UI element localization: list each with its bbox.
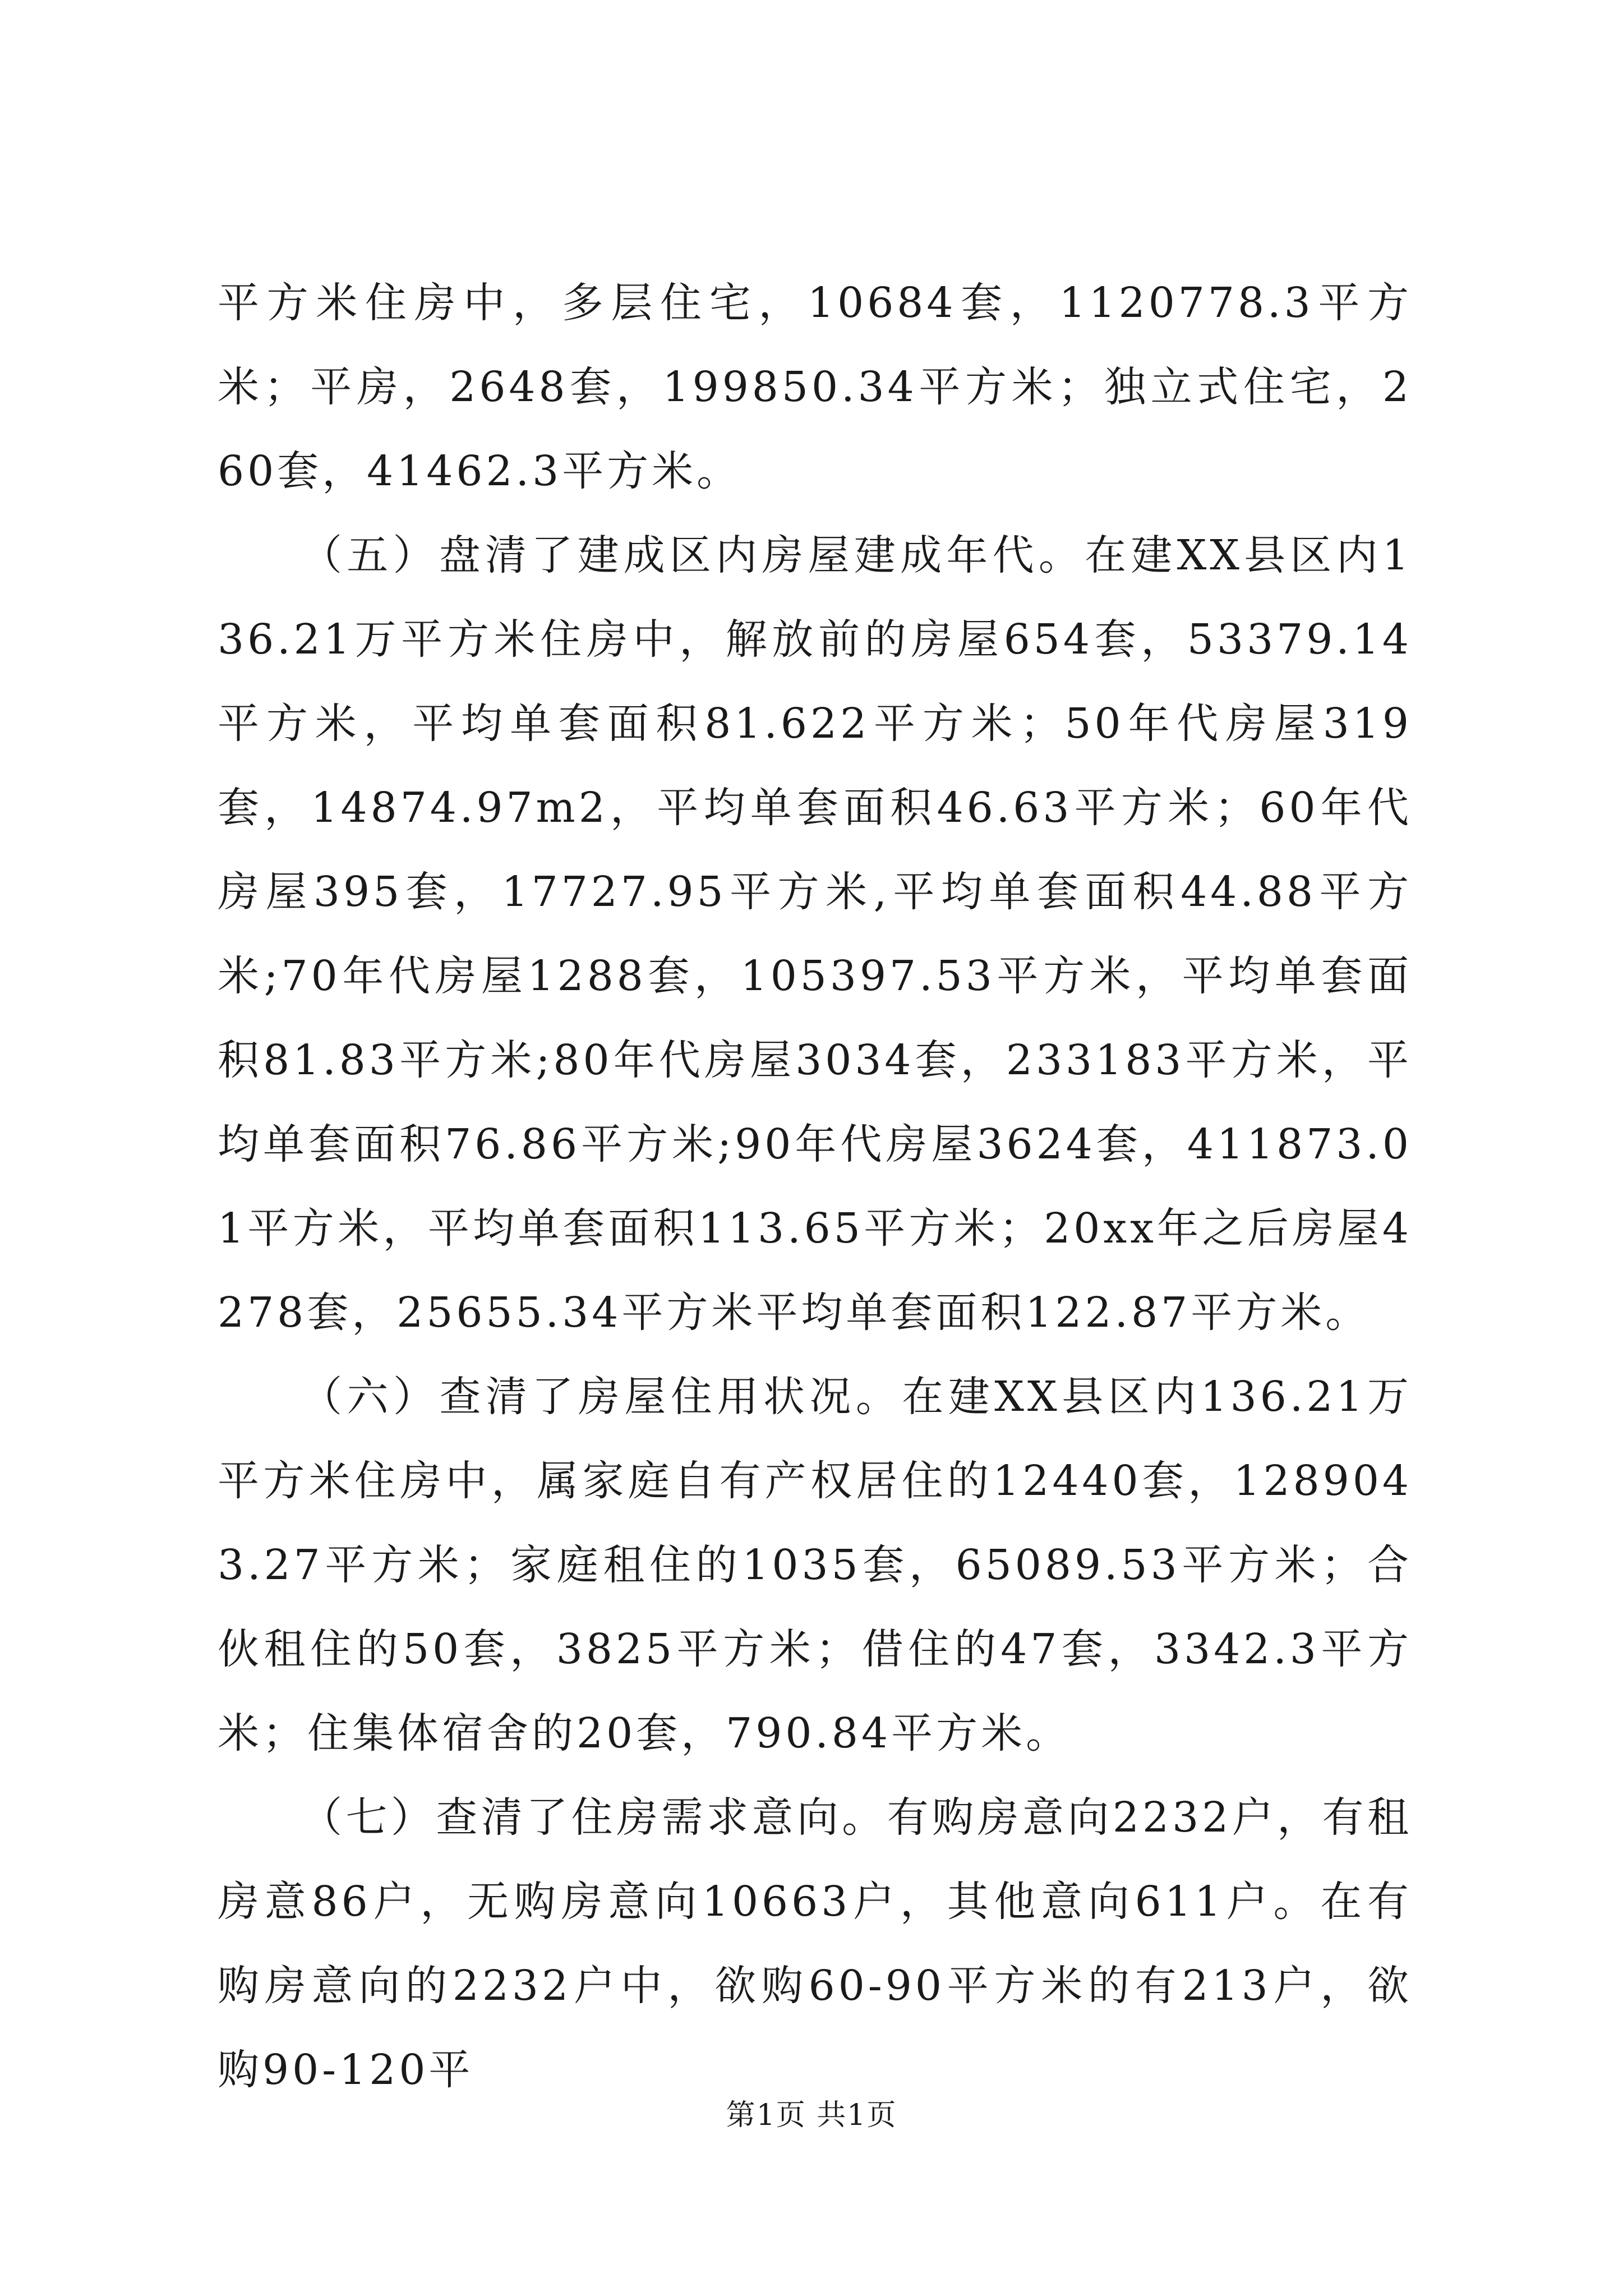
paragraph-section-7-demand: （七）查清了住房需求意向。有购房意向2232户，有租房意86户，无购房意向10663户，其他意向611户。在有购房意向的2232户中，欲购60-90平方米的有213户，欲购90-120平: [218, 1793, 1412, 2094]
document-body: [218, 261, 1412, 2112]
paragraph-section-5-construction-era: （五）盘清了建成区内房屋建成年代。在建XX县区内136.21万平方米住房中，解放前的房屋654套，53379.14平方米，平均单套面积81.622平方米；50年代房屋319套，14874.97m2，平均单套面积46.63平方米；60年代房屋395套，17727.95平方米,平均单套面积44.88平方米;70年代房屋1288套，105397.53平方米，平均单套面积81.83平方米;80年代房屋3034套，233183平方米，平均单套面积76.86平方米;90年代房屋3624套，411873.01平方米，平均单套面积113.65平方米；20xx年之后房屋4278套，25655.34平方米平均单套面积122.87平方米。: [218, 531, 1412, 1337]
paragraph-housing-types: 平方米住房中，多层住宅，10684套，1120778.3平方米；平房，2648套，199850.34平方米；独立式住宅，260套，41462.3平方米。: [218, 279, 1412, 495]
page-footer: 第1页 共1页: [726, 2099, 897, 2132]
paragraph-section-6-occupancy: （六）查清了房屋住用状况。在建XX县区内136.21万平方米住房中，属家庭自有产权居住的12440套，1289043.27平方米；家庭租住的1035套，65089.53平方米；合伙租住的50套，3825平方米；借住的47套，3342.3平方米；住集体宿舍的20套，790.84平方米。: [218, 1373, 1412, 1757]
